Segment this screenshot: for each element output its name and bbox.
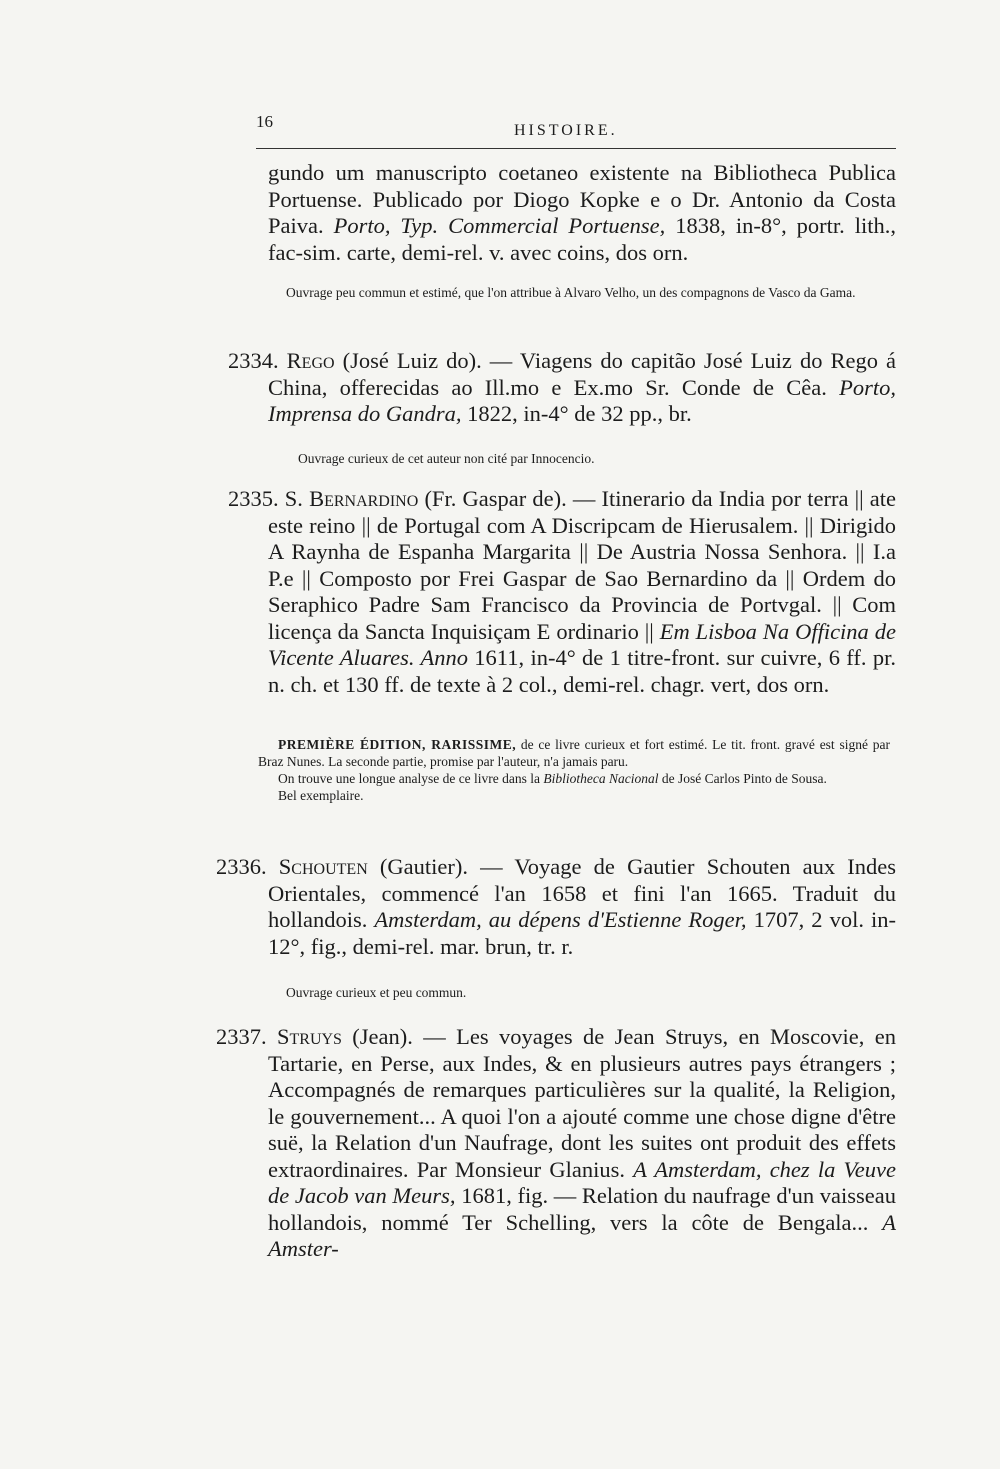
- entry-2335: [228, 486, 896, 698]
- note-text-part: On trouve une longue analyse de ce livre dans la: [278, 771, 544, 786]
- entry-text-part: — Itinerario da India por terra || ate este reino || de Portugal com A Discripcam de Hierusalem. || Dirigido A Raynha de Espanha Margarita || De Austria Nossa Senhora. || I.a P.e || Composto por Frei Gaspar de Sao Bernardino da || Ordem do Seraphico Padre Sam Francisco da Provincia de Portvgal. || Com licença da Sancta Inquisiçam E ordinario ||: [268, 486, 896, 644]
- entry-note: [298, 450, 896, 467]
- entry-number: 2336.: [216, 854, 267, 879]
- entry-text-part: 1681, fig. — Relation du naufrage d'un vaisseau hollandois, nommé Ter Schelling, vers la côte de Bengala...: [268, 1183, 896, 1235]
- entry-text: [228, 486, 896, 698]
- entry-text: [216, 854, 896, 960]
- entry-author-detail: (Gautier).: [367, 854, 468, 879]
- note-reference: Bibliotheca Nacional: [543, 771, 659, 786]
- entry-text: [228, 348, 896, 428]
- note-text: [258, 736, 890, 770]
- running-title: HISTOIRE.: [514, 122, 618, 139]
- entry-text-part: 1707, 2 vol. in-12°, fig., demi-rel. mar. brun, tr. r.: [268, 907, 896, 959]
- entry-imprint: A Amsterdam, chez la Veuve de Jacob van Meurs,: [268, 1156, 896, 1208]
- entry-author: Struys: [276, 1024, 342, 1049]
- entry-author-detail: (José Luiz do).: [334, 348, 482, 373]
- entry-2336: [216, 854, 896, 960]
- entry-text-part: 1611, in-4° de 1 titre-front. sur cuivre, 6 ff. pr. n. ch. et 130 ff. de texte à 2 col., demi-rel. chagr. vert, dos orn.: [268, 645, 896, 697]
- entry-2334: [228, 348, 896, 428]
- entry-note: [286, 984, 886, 1001]
- note-text: Bel exemplaire.: [278, 788, 364, 803]
- entry-author: Schouten: [278, 854, 368, 879]
- entry-note: [258, 736, 890, 804]
- entry-imprint: Porto, Typ. Commercial Portuense,: [333, 213, 666, 238]
- entry-2337: [216, 1024, 897, 1263]
- entry-text-part: — Voyage de Gautier Schouten aux Indes Orientales, commencé l'an 1658 et fini l'an 1665. Traduit du hollandois.: [268, 854, 896, 932]
- entry-text: [268, 160, 896, 266]
- note-text: Ouvrage curieux de cet auteur non cité par Innocencio.: [298, 451, 595, 466]
- entry-text-part: 1838, in-8°, portr. lith., fac-sim. carte, demi-rel. v. avec coins, dos orn.: [268, 213, 896, 265]
- note-highlight: PREMIÈRE ÉDITION, RARISSIME,: [278, 737, 517, 752]
- entry-number: 2334.: [228, 348, 279, 373]
- entry-text-part: gundo um manuscripto coetaneo existente na Bibliotheca Publica Portuense. Publicado por Diogo Kopke e o Dr. Antonio da Costa Paiva.: [268, 160, 896, 238]
- note-text-part: de José Carlos Pinto de Sousa.: [658, 771, 827, 786]
- entry-note: [266, 284, 890, 301]
- note-text: Ouvrage curieux et peu commun.: [286, 985, 467, 1000]
- entry-imprint: Porto, Imprensa do Gandra,: [268, 374, 896, 426]
- entry-text-part: — Les voyages de Jean Struys, en Moscovie, en Tartarie, en Perse, aux Indes, & en plusieurs autres pays étrangers ; Accompagnés de remarques particulières sur la qualité, la Religion, le gouvernement... A quoi l'on a ajouté comme une chose digne d'être suë, la Relation d'un Naufrage, dont les suites ont produit des effets extraordinaires. Par Monsieur Glanius.: [268, 1024, 897, 1182]
- entry-author-detail: (Jean).: [341, 1024, 413, 1049]
- entry-text-part: — Viagens do capitão José Luiz do Rego á China, offerecidas ao Ill.mo e Ex.mo Sr. Conde de Cêa.: [268, 348, 896, 400]
- entry-number: 2335.: [228, 486, 279, 511]
- header-rule: [256, 148, 896, 149]
- entry-author: Rego: [286, 348, 335, 373]
- entry-imprint: Amsterdam, au dépens d'Estienne Roger,: [374, 907, 747, 932]
- entry-text-part: 1822, in-4° de 32 pp., br.: [461, 401, 692, 426]
- entry-number: 2337.: [216, 1024, 267, 1049]
- entry-text: [216, 1024, 897, 1263]
- entry-author: S. Bernardino: [284, 486, 419, 511]
- entry-continuation: [268, 160, 896, 266]
- page-header: [256, 112, 896, 152]
- entry-imprint: A Amster-: [268, 1209, 896, 1261]
- page-number: 16: [256, 112, 273, 131]
- entry-author-detail: (Fr. Gaspar de).: [418, 486, 567, 511]
- note-text-part: de ce livre curieux et fort estimé. Le tit. front. gravé est signé par Braz Nunes. La seconde partie, promise par l'auteur, n'a jamais paru.: [258, 737, 890, 769]
- note-text: Ouvrage peu commun et estimé, que l'on attribue à Alvaro Velho, un des compagnons de Vasco da Gama.: [286, 285, 856, 300]
- note-text: [258, 770, 890, 787]
- entry-imprint: Em Lisboa Na Officina de Vicente Aluares. Anno: [268, 618, 896, 670]
